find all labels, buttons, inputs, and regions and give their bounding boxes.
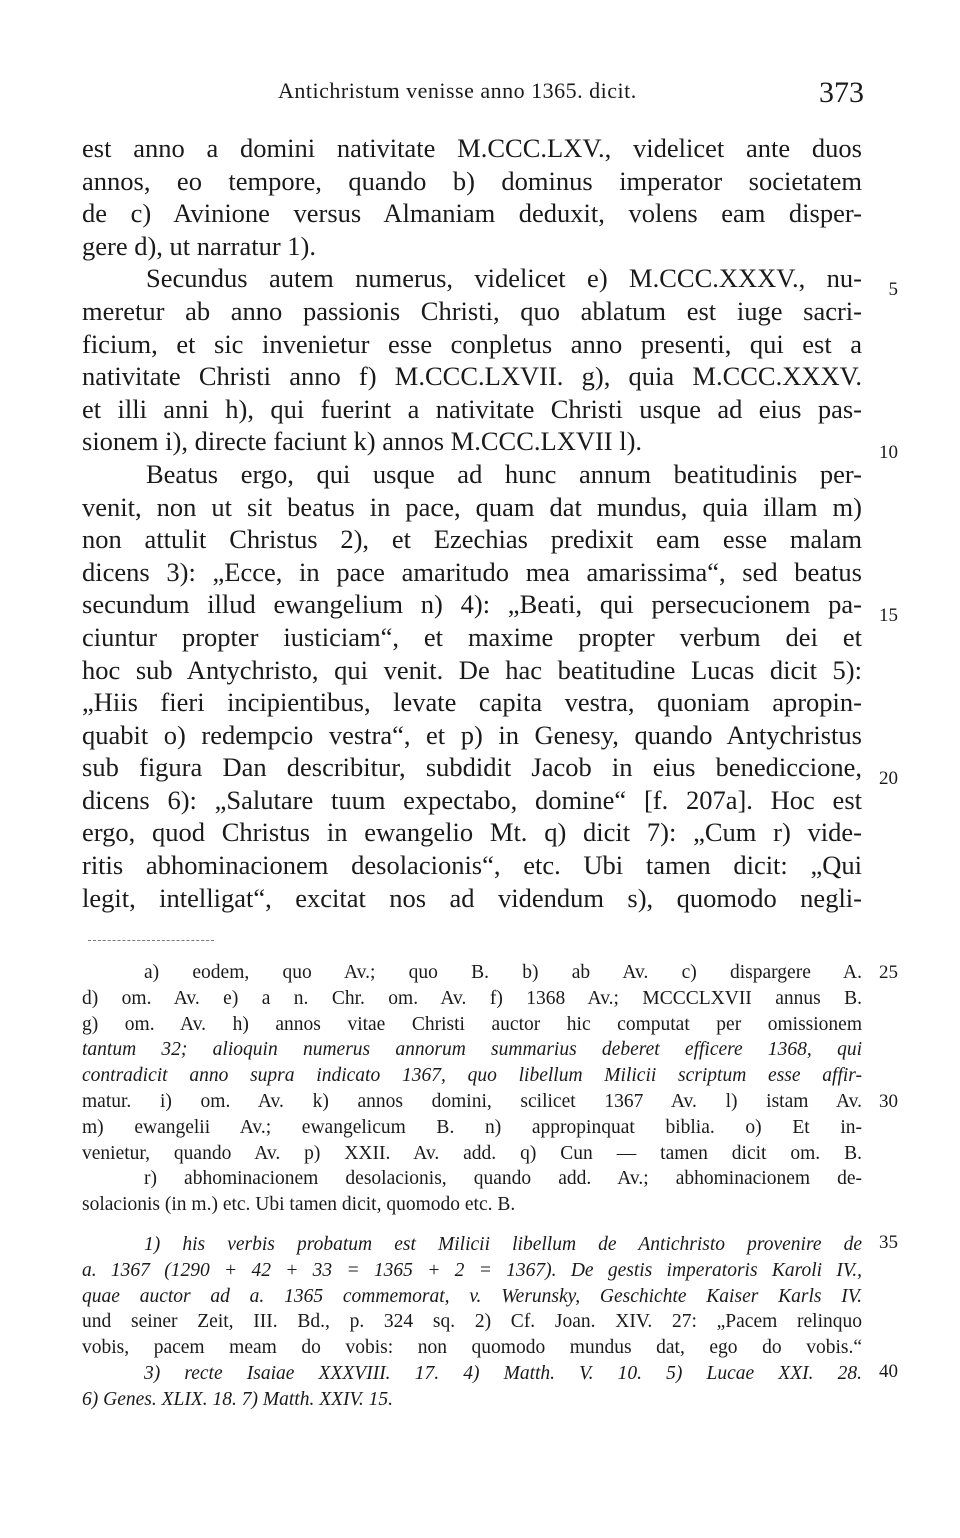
text-line: quabit o) redempcio vestra“, et p) in Genesy, quando Antychristus xyxy=(82,719,862,750)
text-line: ficium, et sic invenietur esse conpletus anno presenti, qui est a xyxy=(82,328,862,359)
line-number: 30 xyxy=(879,1091,898,1112)
text-line: meretur ab anno passionis Christi, quo ablatum est iuge sacri- xyxy=(82,295,862,326)
commentary-line: 3) recte Isaiae XXXVIII. 17. 4) Matth. V. 10. 5) Lucae XXI. 28. xyxy=(144,1362,862,1384)
text-line: ergo, quod Christus in ewangelio Mt. q) dicit 7): „Cum r) vide- xyxy=(82,817,862,848)
text-line: et illi anni h), qui fuerint a nativitate Christi usque ad eius pas- xyxy=(82,393,862,424)
text-line: venit, non ut sit beatus in pace, quam dat mundus, quia illam m) xyxy=(82,491,862,522)
text-line: dicens 6): „Salutare tuum expectabo, domine“ [f. 207a]. Hoc est xyxy=(82,784,862,815)
text-line: est anno a domini nativitate M.CCC.LXV., videlicet ante duos xyxy=(82,133,862,163)
line-number: 35 xyxy=(879,1232,898,1253)
text-line: legit, intelligat“, excitat nos ad videndum s), quomodo negli- xyxy=(82,882,862,913)
apparatus-line: solacionis (in m.) etc. Ubi tamen dicit, quomodo etc. B. xyxy=(82,1194,516,1216)
commentary-line: vobis, pacem meam do vobis: non quomodo mundus dat, ego do vobis.“ xyxy=(82,1337,862,1359)
running-title: Antichristum venisse anno 1365. dicit. xyxy=(278,78,637,103)
text-line: ciuntur propter iusticiam“, et maxime propter verbum dei et xyxy=(82,621,862,652)
apparatus-line: venietur, quando Av. p) XXII. Av. add. q) Cun — tamen dicit om. B. xyxy=(82,1142,862,1164)
text-line: de c) Avinione versus Almaniam deduxit, volens eam disper- xyxy=(82,198,862,229)
commentary-line: 1) his verbis probatum est Milicii libellum de Antichristo provenire de xyxy=(144,1233,862,1255)
apparatus-line: a) eodem, quo Av.; quo B. b) ab Av. c) dispargere A. xyxy=(144,962,862,983)
apparatus-line: d) om. Av. e) a n. Chr. om. Av. f) 1368 Av.; MCCCLXVII annus B. xyxy=(82,987,862,1009)
footnote-divider xyxy=(88,940,214,941)
text-line: annos, eo tempore, quando b) dominus imperator societatem xyxy=(82,165,862,196)
line-number: 25 xyxy=(879,962,898,983)
text-line: sionem i), directe faciunt k) annos M.CCC.LXVII l). xyxy=(82,426,643,457)
apparatus-line: g) om. Av. h) annos vitae Christi auctor hic computat per omissionem xyxy=(82,1013,862,1035)
text-line: nativitate Christi anno f) M.CCC.LXVII. g), quia M.CCC.XXXV. xyxy=(82,361,862,392)
apparatus-line: tantum 32; alioquin numerus annorum summarius deberet efficere 1368, qui xyxy=(82,1039,862,1061)
text-line: „Hiis fieri incipientibus, levate capita vestra, quoniam apropin- xyxy=(82,687,862,718)
apparatus-line: m) ewangelii Av.; ewangelicum B. n) appropinquat biblia. o) Et in- xyxy=(82,1116,862,1138)
line-number: 40 xyxy=(879,1361,898,1382)
apparatus-line: contradicit anno supra indicato 1367, quo libellum Milicii scriptum esse affir- xyxy=(82,1065,862,1087)
page-header xyxy=(82,72,872,112)
text-line: ritis abhominacionem desolacionis“, etc. Ubi tamen dicit: „Qui xyxy=(82,850,862,881)
text-line: secundum illud ewangelium n) 4): „Beati, qui persecucionem pa- xyxy=(82,589,862,620)
line-number: 10 xyxy=(879,442,898,463)
commentary-line: quae auctor ad a. 1365 commemorat, v. Werunsky, Geschichte Kaiser Karls IV. xyxy=(82,1285,862,1307)
line-number: 20 xyxy=(879,768,898,789)
text-line: hoc sub Antychristo, qui venit. De hac beatitudine Lucas dicit 5): xyxy=(82,654,862,685)
page-number: 373 xyxy=(819,76,864,109)
commentary-line: und seiner Zeit, III. Bd., p. 324 sq. 2) Cf. Joan. XIV. 27: „Pacem relinquo xyxy=(82,1311,862,1333)
text-line: sub figura Dan describitur, subdidit Jacob in eius benediccione, xyxy=(82,752,862,783)
text-line: Secundus autem numerus, videlicet e) M.CCC.XXXV., nu- xyxy=(146,263,862,294)
text-line: Beatus ergo, qui usque ad hunc annum beatitudinis per- xyxy=(146,458,862,489)
text-line: dicens 3): „Ecce, in pace amaritudo mea amarissima“, sed beatus xyxy=(82,556,862,587)
footnotes xyxy=(82,960,862,1413)
line-number: 15 xyxy=(879,605,898,626)
text-line: non attulit Christus 2), et Ezechias predixit eam esse malam xyxy=(82,524,862,555)
commentary-line: a. 1367 (1290 + 42 + 33 = 1365 + 2 = 1367). De gestis imperatoris Karoli IV., xyxy=(82,1259,862,1281)
apparatus-line: matur. i) om. Av. k) annos domini, scilicet 1367 Av. l) istam Av. xyxy=(82,1090,862,1112)
apparatus-line: r) abhominacionem desolacionis, quando add. Av.; abhominacionem de- xyxy=(144,1168,862,1190)
commentary-line: 6) Genes. XLIX. 18. 7) Matth. XXIV. 15. xyxy=(82,1388,394,1410)
line-number: 5 xyxy=(888,279,898,300)
text-line: gere d), ut narratur 1). xyxy=(82,230,316,261)
main-text xyxy=(82,132,862,914)
